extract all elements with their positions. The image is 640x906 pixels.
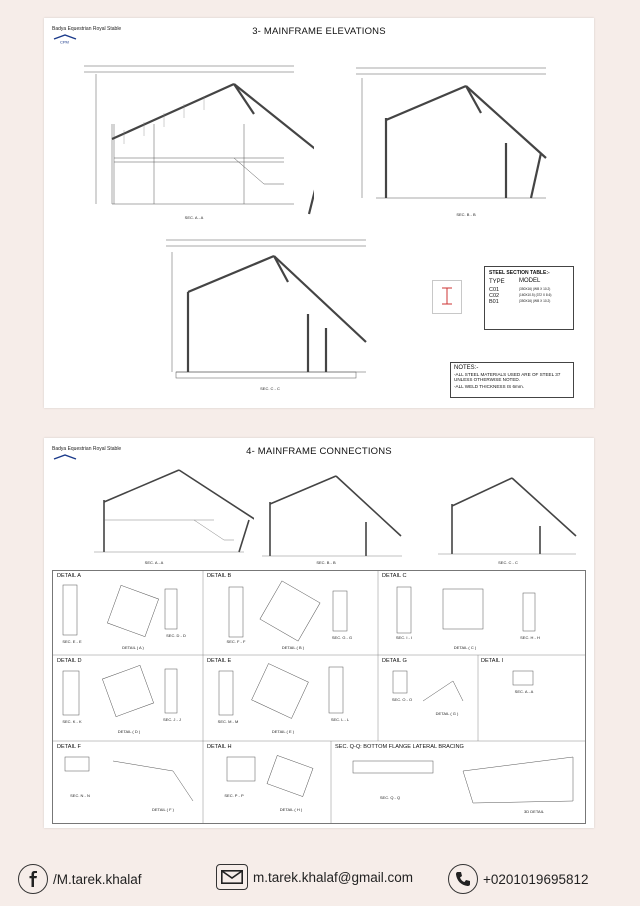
sheet-title: 4- MAINFRAME CONNECTIONS <box>246 446 392 457</box>
caption-sec-c: SEC. C - C <box>260 386 280 391</box>
detail-i-label: DETAIL I <box>481 658 504 664</box>
sub-caption: SEC. P - P <box>224 793 244 798</box>
contact-footer <box>0 858 640 902</box>
table-row <box>489 299 569 305</box>
caption-sec-c: SEC. C - C <box>498 560 518 565</box>
caption-sec-a: SEC. A - A <box>144 560 164 565</box>
phone-contact[interactable] <box>448 864 589 894</box>
detail-d-label: DETAIL D <box>57 658 82 664</box>
mail-icon <box>216 864 248 890</box>
brand-name: Badya Equestrian Royal Stable <box>52 446 122 452</box>
table-heading: STEEL SECTION TABLE:- <box>489 270 550 276</box>
sub-caption: DETAIL ( C ) <box>453 645 477 650</box>
detail-g-label: DETAIL G <box>382 658 407 664</box>
row-type: C02 <box>489 293 500 299</box>
sub-caption: DETAIL ( D ) <box>117 729 141 734</box>
detail-a-label: DETAIL A <box>57 573 81 579</box>
notes-box <box>450 362 574 398</box>
note-line: -ALL WELD THICKNESS IS 6mm. <box>454 384 524 389</box>
steel-section-table <box>484 266 574 330</box>
elevation-c-drawing <box>166 232 396 392</box>
row-model: (160X10.5) (372 X 8.6) <box>519 293 552 297</box>
col-model: MODEL <box>519 278 541 284</box>
details-grid <box>52 570 586 824</box>
caption-sec-a: SEC. A - A <box>184 215 204 220</box>
connection-frame-c <box>428 464 578 560</box>
detail-b-label: DETAIL B <box>207 573 232 579</box>
sub-caption: SEC. J - J <box>162 717 181 722</box>
sub-caption: SEC. O - O <box>391 697 413 702</box>
row-type: C01 <box>489 287 500 293</box>
sub-caption: DETAIL ( F ) <box>152 807 174 812</box>
detail-f-label: DETAIL F <box>57 744 81 750</box>
detail-e-label: DETAIL E <box>207 658 232 664</box>
caption-sec-b: SEC. B - B <box>456 212 476 217</box>
elevation-a-drawing <box>84 54 314 224</box>
sub-caption: DETAIL ( H ) <box>279 807 303 812</box>
logo-text: CPM <box>60 39 69 44</box>
connection-frame-b <box>256 466 406 562</box>
sub-caption: DETAIL ( B ) <box>281 645 305 650</box>
brand-name: Badya Equestrian Royal Stable <box>52 26 122 32</box>
phone-number: +0201019695812 <box>483 871 589 887</box>
caption-sec-b: SEC. B - B <box>316 560 336 565</box>
sub-caption: SEC. D - D <box>166 633 186 638</box>
sub-caption: 3D DETAIL <box>524 809 544 814</box>
connection-frame-a <box>84 460 254 560</box>
detail-c-label: DETAIL C <box>382 573 407 579</box>
detail-h-label: DETAIL H <box>207 744 232 750</box>
facebook-icon <box>18 864 48 894</box>
grid-lines <box>53 571 585 823</box>
sub-caption: SEC. G - G <box>331 635 353 640</box>
sub-caption: DETAIL ( E ) <box>271 729 295 734</box>
sub-caption: SEC. I - I <box>395 635 413 640</box>
elevations-sheet <box>44 18 594 408</box>
section-sketch <box>432 280 462 314</box>
row-type: B01 <box>489 299 499 305</box>
facebook-handle: /M.tarek.khalaf <box>53 871 142 887</box>
sub-caption: SEC. F - F <box>226 639 246 644</box>
col-type: TYPE <box>489 279 505 285</box>
sub-caption: SEC. Q - Q <box>379 795 401 800</box>
email-contact[interactable] <box>216 864 413 890</box>
phone-icon <box>448 864 478 894</box>
sub-caption: SEC. A - A <box>514 689 534 694</box>
table-header-row <box>489 279 569 285</box>
email-address: m.tarek.khalaf@gmail.com <box>253 869 414 885</box>
sub-caption: DETAIL ( A ) <box>122 645 144 650</box>
sub-caption: SEC. N - N <box>70 793 90 798</box>
row-model: (350X16) (WB X 10.2) <box>519 299 551 303</box>
facebook-contact[interactable] <box>18 864 142 894</box>
sub-caption: SEC. H - H <box>520 635 540 640</box>
connections-sheet <box>44 438 594 828</box>
sub-caption: SEC. L - L <box>330 717 350 722</box>
row-model: (350X16) (WB X 10.2) <box>519 287 551 291</box>
notes-title: NOTES:- <box>454 365 479 371</box>
sub-caption: SEC. E - E <box>62 639 82 644</box>
sub-caption: DETAIL ( G ) <box>435 711 459 716</box>
sec-q-label: SEC. Q-Q: BOTTOM FLANGE LATERAL BRACING <box>335 744 464 750</box>
note-line: -ALL STEEL MATERIALS USED ARE OF STEEL 37 UNLESS OTHERWISE NOTED. <box>454 372 561 382</box>
sheet-title: 3- MAINFRAME ELEVATIONS <box>252 26 386 37</box>
sub-caption: SEC. M - M <box>217 719 239 724</box>
sub-caption: SEC. K - K <box>62 719 82 724</box>
elevation-b-drawing <box>356 58 556 218</box>
